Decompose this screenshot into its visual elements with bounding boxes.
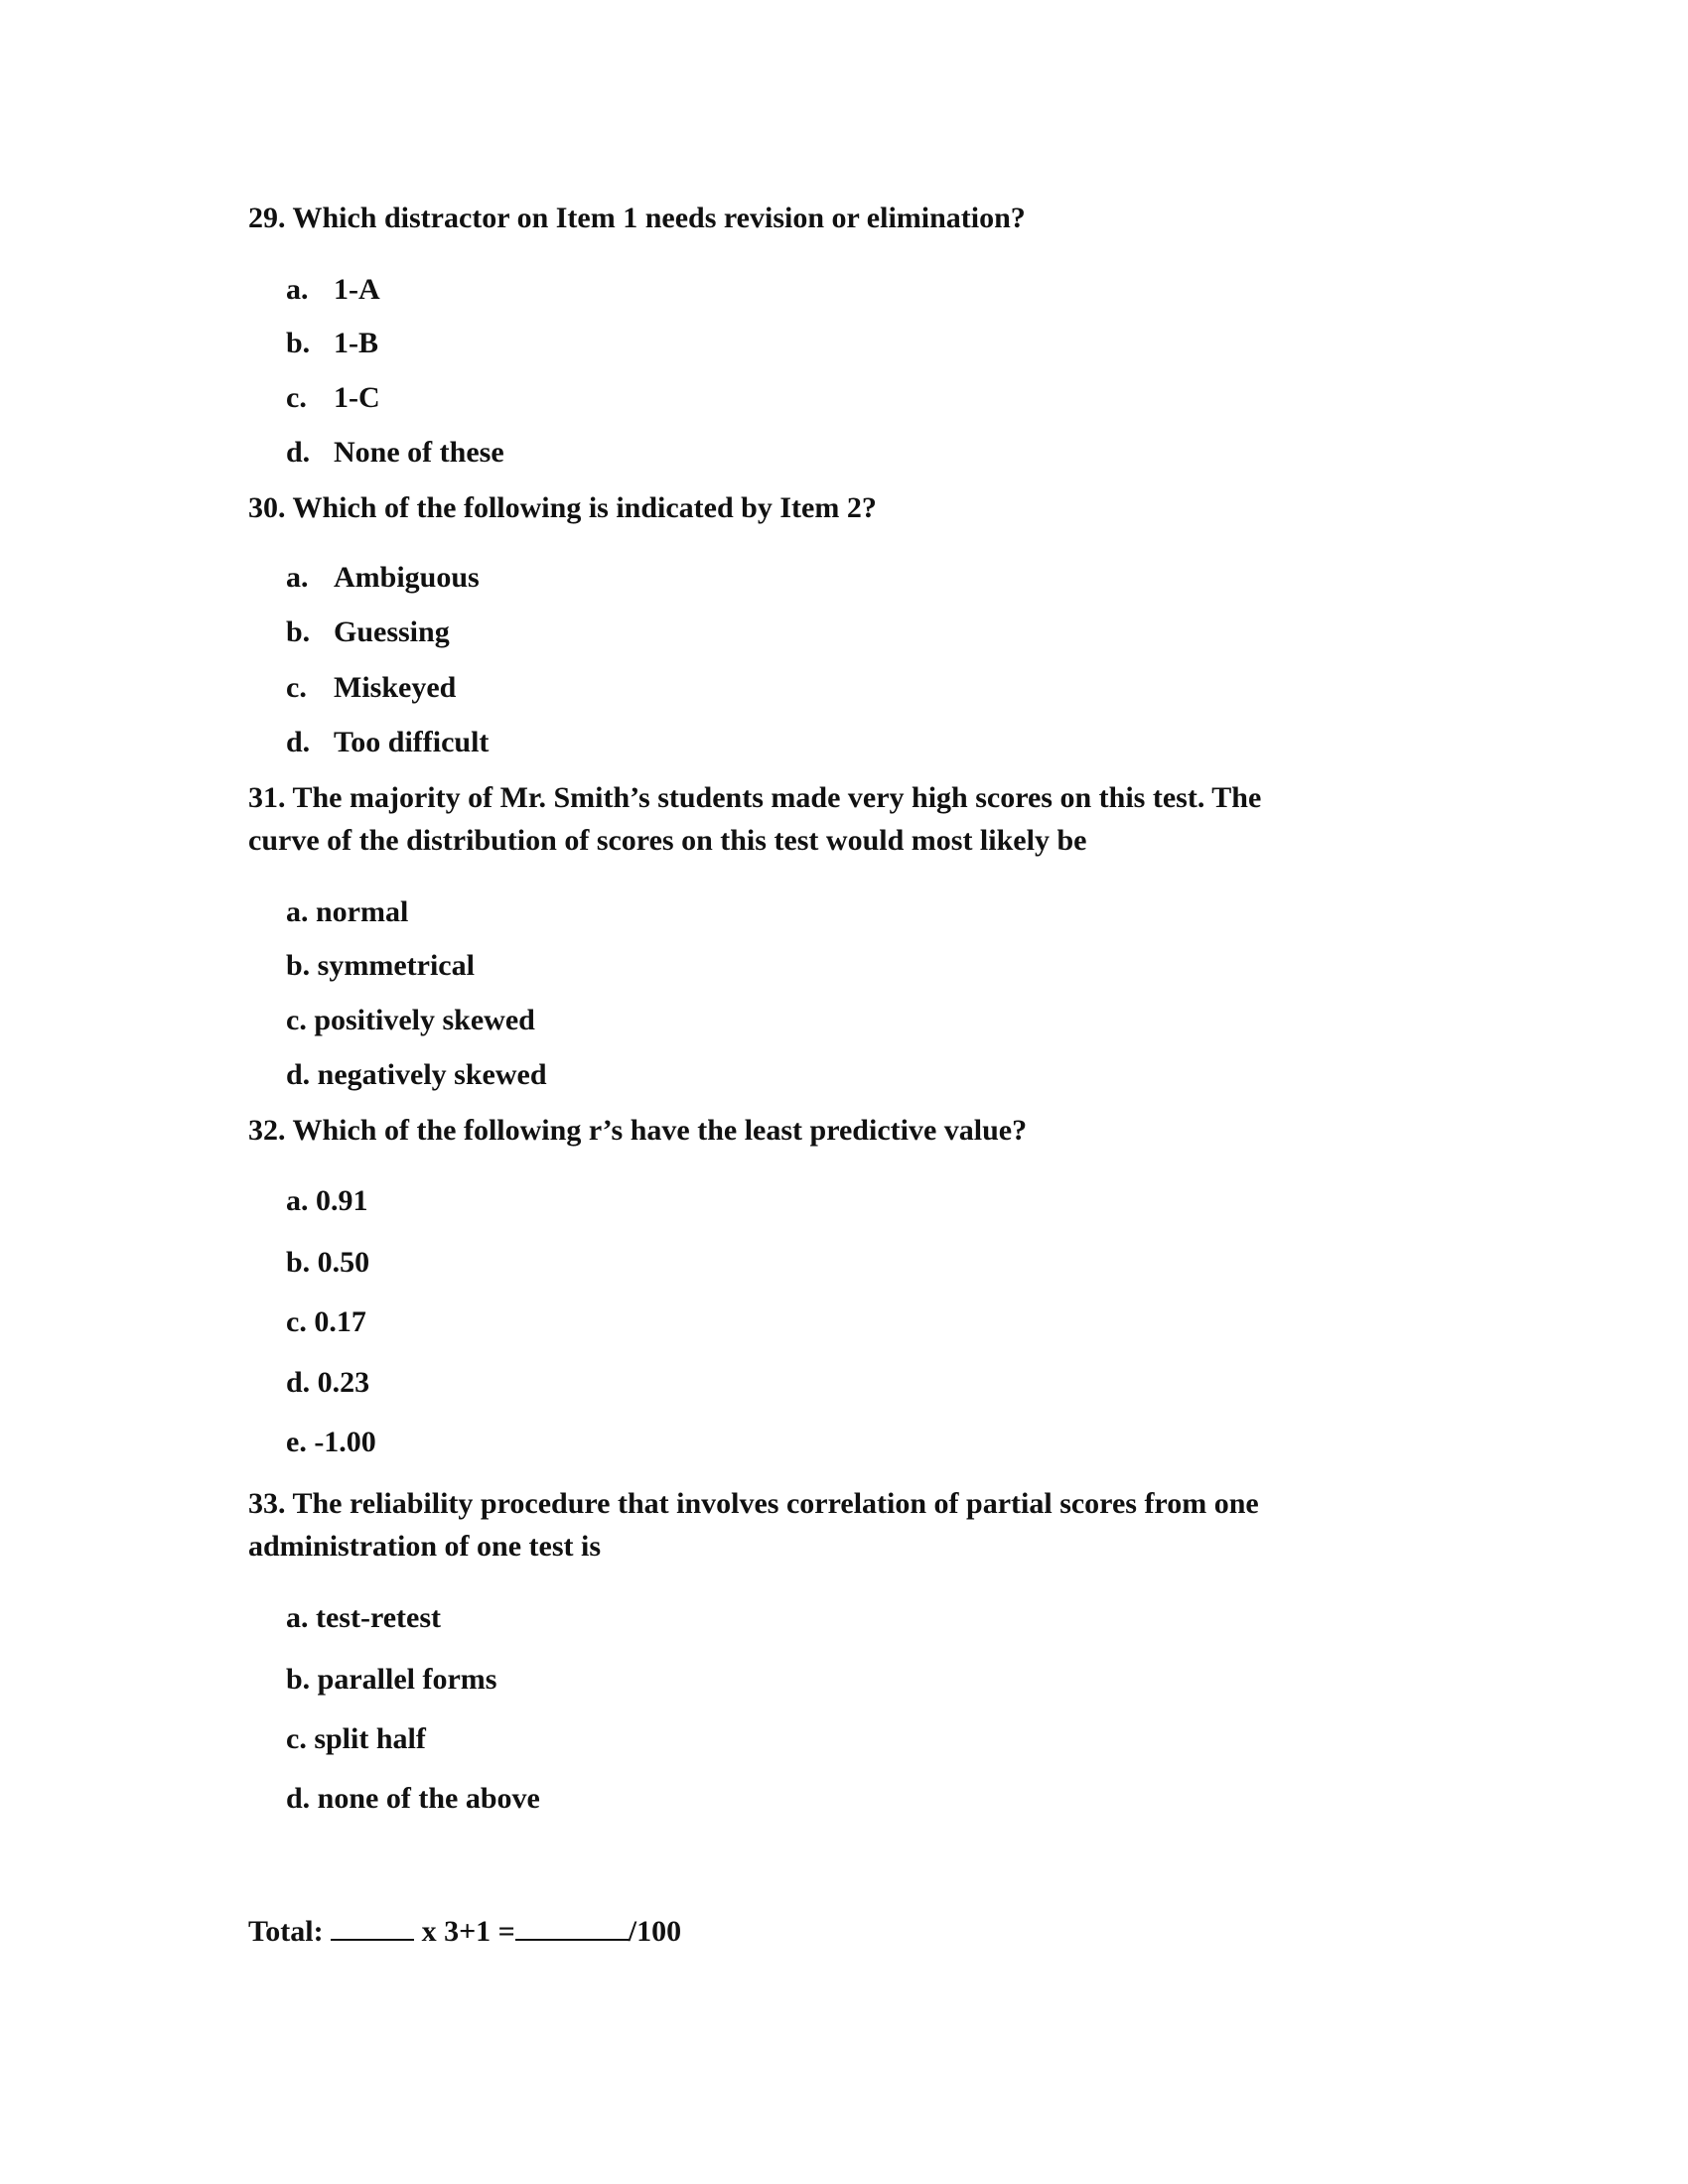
option-letter: c.: [286, 671, 307, 704]
option: [286, 669, 456, 707]
total-max: /100: [628, 1915, 682, 1948]
question-text-continued: administration of one test is: [248, 1530, 601, 1563]
option-text: None of these: [334, 436, 504, 469]
option-text: 1-A: [334, 273, 380, 306]
option: b. parallel forms: [286, 1663, 497, 1696]
question-number: 32.: [248, 1114, 286, 1147]
option: [286, 271, 380, 309]
option: [286, 379, 380, 417]
option-letter: a.: [286, 561, 309, 594]
option: [286, 724, 489, 761]
question-number: 33.: [248, 1487, 286, 1520]
option: a. 0.91: [286, 1184, 368, 1217]
question-number: 31.: [248, 781, 286, 814]
question-text: The reliability procedure that involves correlation of partial scores from one: [292, 1487, 1259, 1520]
option-letter: a.: [286, 273, 309, 306]
option: [286, 434, 504, 472]
option-letter: d.: [286, 436, 311, 469]
option: d. 0.23: [286, 1366, 370, 1399]
question-number: 29.: [248, 202, 286, 234]
total-label: Total:: [248, 1915, 324, 1948]
total-line: [248, 1911, 681, 1951]
option: b. symmetrical: [286, 949, 475, 982]
score-blank[interactable]: [515, 1911, 629, 1941]
question-text: Which of the following r’s have the least predictive value?: [292, 1114, 1028, 1147]
option: [286, 614, 450, 651]
option-text: Guessing: [334, 615, 450, 648]
question-text: The majority of Mr. Smith’s students made very high scores on this test. The: [292, 781, 1262, 814]
option: [286, 325, 378, 362]
question-text: Which of the following is indicated by Item 2?: [292, 491, 877, 524]
option-letter: b.: [286, 327, 311, 359]
option-letter: c.: [286, 381, 307, 414]
option: d. negatively skewed: [286, 1058, 547, 1091]
option-text: 1-B: [334, 327, 378, 359]
option: c. 0.17: [286, 1305, 366, 1338]
option: e. -1.00: [286, 1426, 376, 1458]
option-text: 1-C: [334, 381, 380, 414]
option: c. positively skewed: [286, 1004, 535, 1036]
option: [286, 559, 480, 597]
option: a. normal: [286, 895, 409, 928]
option-letter: d.: [286, 726, 311, 758]
option: d. none of the above: [286, 1782, 540, 1815]
option: b. 0.50: [286, 1246, 370, 1279]
question-text-continued: curve of the distribution of scores on this test would most likely be: [248, 824, 1087, 857]
option-letter: b.: [286, 615, 311, 648]
option: c. split half: [286, 1722, 426, 1755]
option: a. test-retest: [286, 1601, 442, 1634]
total-formula: x 3+1 =: [421, 1915, 515, 1948]
option-text: Ambiguous: [334, 561, 480, 594]
question-text: Which distractor on Item 1 needs revision or elimination?: [292, 202, 1026, 234]
option-text: Miskeyed: [334, 671, 457, 704]
correct-count-blank[interactable]: [331, 1911, 414, 1941]
question-number: 30.: [248, 491, 286, 524]
option-text: Too difficult: [334, 726, 490, 758]
